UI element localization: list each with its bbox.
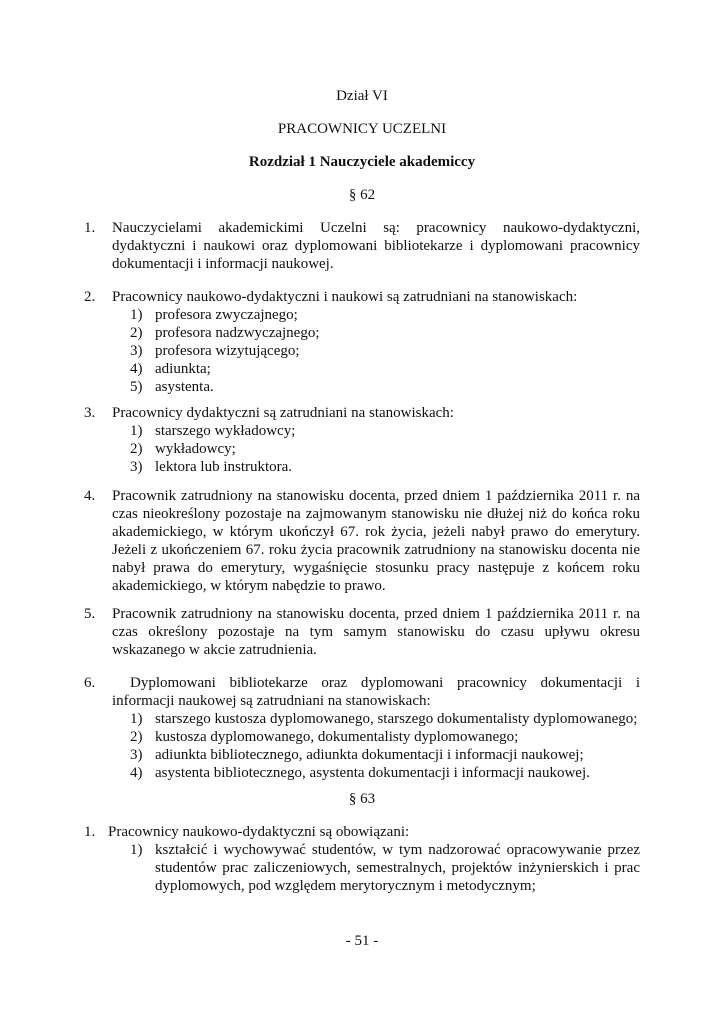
item-number: 1) bbox=[130, 842, 143, 858]
item-number: 2) bbox=[130, 325, 143, 341]
item-number: 3) bbox=[130, 459, 143, 475]
item-text: asystenta bibliotecznego, asystenta dokumentacji i informacji naukowej. bbox=[155, 765, 590, 781]
list-item bbox=[130, 324, 640, 342]
list-item bbox=[130, 306, 640, 324]
paragraph-sign-63: § 63 bbox=[348, 791, 376, 807]
point-text: Pracownik zatrudniony na stanowisku docenta, przed dniem 1 października 2011 r. na czas określony pozostaje na tym samym stanowisku do czasu upływu okresu wskazanego w akcie zatrudnienia. bbox=[112, 606, 640, 658]
item-text: adiunkta bibliotecznego, adiunkta dokumentacji i informacji naukowej; bbox=[155, 747, 584, 763]
item-text: starszego wykładowcy; bbox=[155, 423, 296, 439]
item-number: 2) bbox=[130, 729, 143, 745]
list-item bbox=[130, 710, 640, 728]
list-item bbox=[130, 440, 640, 458]
page-number: - 51 - bbox=[345, 933, 379, 949]
item-number: 3) bbox=[130, 343, 143, 359]
point-62-3 bbox=[84, 404, 640, 476]
point-number: 6. bbox=[84, 675, 96, 691]
point-63-1 bbox=[84, 823, 640, 895]
item-number: 1) bbox=[130, 711, 143, 727]
point-text: Pracownik zatrudniony na stanowisku docenta, przed dniem 1 października 2011 r. na czas nieokreślony pozostaje na zajmowanym stanowisku nie dłużej niż do końca roku akademickiego, w którym ukończył 67. rok życia, jeżeli nabył prawo do emerytury. Jeżeli z ukończeniem 67. roku życia pracownik zatrudniony na stanowisku docenta nie nabył prawa do emerytury, wygaśnięcie stosunku pracy następuje z końcem roku akademickiego, w którym nabędzie to prawo. bbox=[112, 488, 640, 594]
section-title: PRACOWNICY UCZELNI bbox=[277, 121, 447, 137]
list-item bbox=[130, 746, 640, 764]
item-number: 4) bbox=[130, 361, 143, 377]
point-number: 5. bbox=[84, 606, 96, 622]
point-62-6 bbox=[84, 674, 640, 782]
section-heading: Dział VI bbox=[336, 88, 388, 104]
item-text: lektora lub instruktora. bbox=[155, 459, 293, 475]
point-number: 4. bbox=[84, 488, 96, 504]
item-number: 3) bbox=[130, 747, 143, 763]
list-item bbox=[130, 422, 640, 440]
item-text: wykładowcy; bbox=[155, 441, 236, 457]
point-text: Pracownicy naukowo-dydaktyczni są obowiązani: bbox=[108, 824, 410, 840]
point-text: Pracownicy dydaktyczni są zatrudniani na stanowiskach: bbox=[112, 405, 454, 421]
point-text: Pracownicy naukowo-dydaktyczni i naukowi są zatrudniani na stanowiskach: bbox=[112, 289, 578, 305]
point-62-1 bbox=[84, 219, 640, 273]
point-62-4 bbox=[84, 487, 640, 595]
list-item bbox=[130, 841, 640, 895]
point-62-5 bbox=[84, 605, 640, 659]
item-text: starszego kustosza dyplomowanego, starszego dokumentalisty dyplomowanego; bbox=[155, 711, 638, 727]
list-item bbox=[130, 728, 640, 746]
paragraph-sign-62: § 62 bbox=[348, 187, 376, 203]
list-item bbox=[130, 342, 640, 360]
list-item bbox=[130, 458, 640, 476]
list-item bbox=[130, 764, 640, 782]
item-text: profesora nadzwyczajnego; bbox=[155, 325, 320, 341]
item-text: asystenta. bbox=[155, 379, 214, 395]
point-number: 1. bbox=[84, 824, 96, 840]
item-number: 1) bbox=[130, 423, 143, 439]
item-text: kustosza dyplomowanego, dokumentalisty dyplomowanego; bbox=[155, 729, 519, 745]
item-number: 1) bbox=[130, 307, 143, 323]
item-text: profesora wizytującego; bbox=[155, 343, 300, 359]
item-text: profesora zwyczajnego; bbox=[155, 307, 298, 323]
point-number: 3. bbox=[84, 405, 96, 421]
item-number: 4) bbox=[130, 765, 143, 781]
item-text: kształcić i wychowywać studentów, w tym nadzorować opracowywanie przez studentów prac zaliczeniowych, semestralnych, projektów inżynierskich i prac dyplomowych, pod względem merytorycznym i metodycznym; bbox=[155, 842, 640, 894]
point-text: Nauczycielami akademickimi Uczelni są: pracownicy naukowo-dydaktyczni, dydaktyczni i naukowi oraz dyplomowani bibliotekarze i dyplomowani pracownicy dokumentacji i informacji naukowej. bbox=[112, 220, 640, 272]
point-62-2 bbox=[84, 288, 640, 396]
item-number: 5) bbox=[130, 379, 143, 395]
chapter-title: Rozdział 1 Nauczyciele akademiccy bbox=[248, 154, 476, 170]
list-item bbox=[130, 360, 640, 378]
point-text: Dyplomowani bibliotekarze oraz dyplomowani pracownicy dokumentacji i informacji naukowej są zatrudniani na stanowiskach: bbox=[112, 675, 640, 709]
point-number: 1. bbox=[84, 220, 96, 236]
list-item bbox=[130, 378, 640, 396]
point-number: 2. bbox=[84, 289, 96, 305]
item-text: adiunkta; bbox=[155, 361, 211, 377]
item-number: 2) bbox=[130, 441, 143, 457]
